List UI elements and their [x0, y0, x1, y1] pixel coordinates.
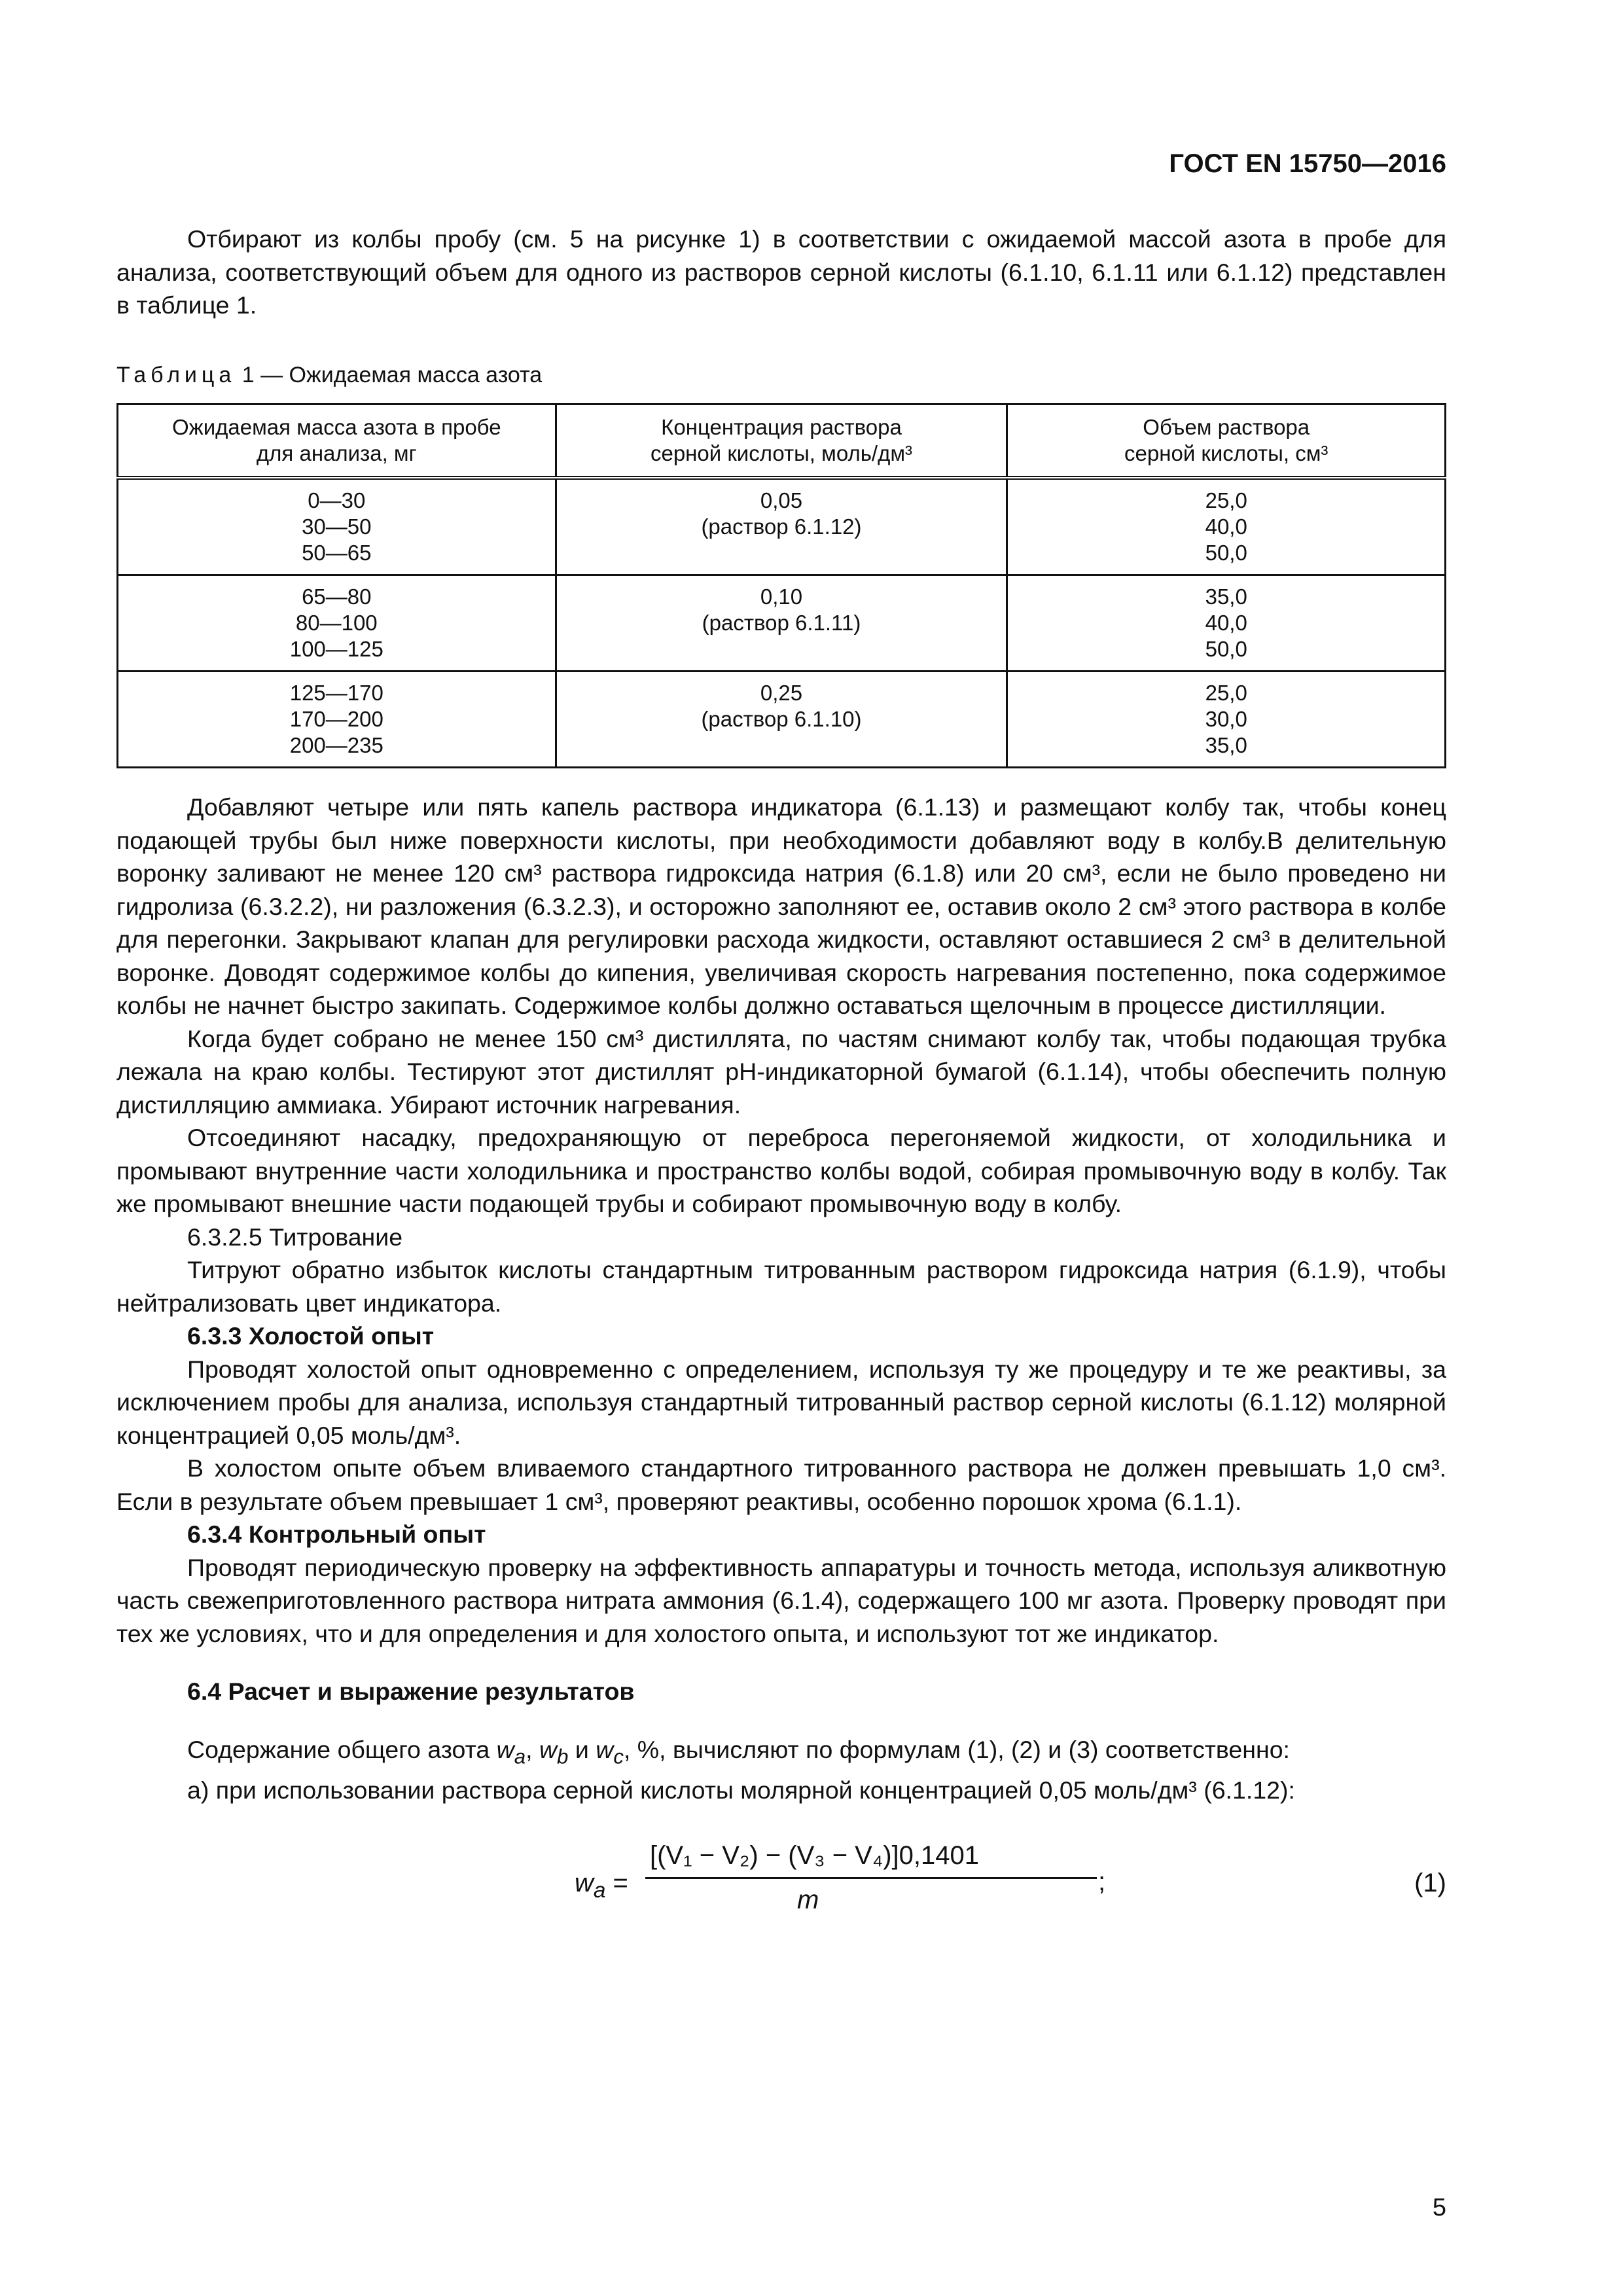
formula-1 — [116, 1839, 1446, 1937]
spacer — [116, 1708, 1446, 1733]
spacer — [116, 1650, 1446, 1675]
page-number: 5 — [1432, 2194, 1446, 2221]
paragraph-blank-volume: В холостом опыте объем вливаемого стандартного титрованного раствора не должен превышать 1,0 см³. Если в результате объем превышает 1 см³, проверяют реактивы, особенно порошок хрома (6.1.1). — [116, 1454, 1446, 1515]
paragraph-distillate: Когда будет собрано не менее 150 см³ дистиллята, по частям снимают колбу так, чтобы подающая трубка лежала на краю колбы. Тестируют этот дистиллят рН-индикаторной бумагой (6.1.14), чтобы обеспечить полную дистилляцию аммиака. Убирают источник нагревания. — [116, 1024, 1446, 1119]
cell-volume: 25,0 40,0 50,0 — [1007, 478, 1446, 575]
table-caption-title: 1 — Ожидаемая масса азота — [236, 362, 543, 387]
cell-volume: 35,0 40,0 50,0 — [1007, 575, 1446, 672]
header-concentration: Концентрация раствора серной кислоты, моль/дм³ — [556, 404, 1007, 478]
paragraph-control-test: Проводят периодическую проверку на эффективность аппаратуры и точность метода, используя аликвотную часть свежеприготовленного раствора нитрата аммония (6.1.4), содержащего 100 мг азота. Проверку проводят при тех же условиях, что и для определения и для холостого опыта, и используют тот же индикатор. — [116, 1553, 1446, 1647]
cell-mass: 0—30 30—50 50—65 — [118, 478, 556, 575]
paragraph-titration: Титруют обратно избыток кислоты стандартным титрованным раствором гидроксида натрия (6.1.9), чтобы нейтрализовать цвет индикатора. — [116, 1256, 1446, 1317]
paragraph-case-a: а) при использовании раствора серной кислоты молярной концентрацией 0,05 моль/дм³ (6.1.12): — [187, 1776, 1295, 1804]
document-page — [116, 0, 1446, 2296]
cell-concentration: 0,10 (раствор 6.1.11) — [556, 575, 1007, 672]
heading-6-3-2-5: 6.3.2.5 Титрование — [187, 1223, 403, 1251]
header-volume: Объем раствора серной кислоты, см³ — [1007, 404, 1446, 478]
header-mass: Ожидаемая масса азота в пробе для анализа, мг — [118, 404, 556, 478]
table-row — [118, 478, 1446, 575]
document-header: ГОСТ EN 15750—2016 — [1169, 149, 1446, 178]
table-row — [118, 575, 1446, 672]
cell-mass: 65—80 80—100 100—125 — [118, 575, 556, 672]
cell-concentration: 0,05 (раствор 6.1.12) — [556, 478, 1007, 575]
formula-denominator: m — [797, 1886, 819, 1914]
cell-concentration: 0,25 (раствор 6.1.10) — [556, 672, 1007, 768]
heading-6-3-4: 6.3.4 Контрольный опыт — [187, 1520, 486, 1548]
paragraph-formulas-intro: Содержание общего азота $w_a$, $w_b$ и $w_c$, %, вычисляют по формулам (1), (2) и (3) соответственно: — [187, 1735, 1290, 1768]
paragraph-blank-test: Проводят холостой опыт одновременно с определением, используя ту же процедуру и те же реактивы, за исключением пробы для анализа, используя стандартный титрованный раствор серной кислоты (6.1.12) молярной концентрацией 0,05 моль/дм³. — [116, 1355, 1446, 1449]
heading-6-4: 6.4 Расчет и выражение результатов — [187, 1677, 635, 1705]
table-caption-label: Таблица — [116, 362, 236, 387]
nitrogen-mass-table — [116, 403, 1446, 768]
paragraph-rinse: Отсоединяют насадку, предохраняющую от переброса перегоняемой жидкости, от холодильника и промывают внутренние части холодильника и пространство колбы водой, собирая промывочную воду в колбу. Так же промывают внешние части подающей трубы и собирают промывочную воду в колбу. — [116, 1124, 1446, 1217]
formula-numerator: [(V₁ − V₂) − (V₃ − V₄)]0,1401 — [650, 1841, 979, 1870]
table-header-row — [118, 404, 1446, 478]
table-row — [118, 672, 1446, 768]
formula-semicolon: ; — [1098, 1867, 1106, 1896]
table-caption — [116, 359, 1446, 392]
intro-paragraph: Отбирают из колбы пробу (см. 5 на рисунке 1) в соответствии с ожидаемой массой азота в пробе для анализа, соответствующий объем для одного из растворов серной кислоты (6.1.10, 6.1.11 или 6.1.12) представлен в таблице 1. — [116, 225, 1446, 319]
paragraph-distillation: Добавляют четыре или пять капель раствора индикатора (6.1.13) и размещают колбу так, чтобы конец подающей трубы был ниже поверхности кислоты, при необходимости добавляют воду в колбу.В делительную воронку заливают не менее 120 см³ раствора гидроксида натрия (6.1.8) или 20 см³, если не было проведено ни гидролиза (6.3.2.2), ни разложения (6.3.2.3), и осторожно заполняют ее, оставив около 2 см³ этого раствора в колбе для перегонки. Закрывают клапан для регулировки расхода жидкости, оставляют оставшиеся 2 см³ в делительной воронке. Доводят содержимое колбы до кипения, увеличивая скорость нагревания постепенно, пока содержимое колбы не начнет быстро закипать. Содержимое колбы должно оставаться щелочным в процессе дистилляции. — [116, 793, 1446, 1019]
fraction-bar — [645, 1877, 1097, 1879]
cell-mass: 125—170 170—200 200—235 — [118, 672, 556, 768]
formula-number: (1) — [1414, 1869, 1446, 1897]
document-body — [116, 223, 1446, 1937]
heading-6-3-3: 6.3.3 Холостой опыт — [187, 1322, 435, 1350]
formula-lhs: $w_a$ = — [575, 1869, 628, 1903]
cell-volume: 25,0 30,0 35,0 — [1007, 672, 1446, 768]
